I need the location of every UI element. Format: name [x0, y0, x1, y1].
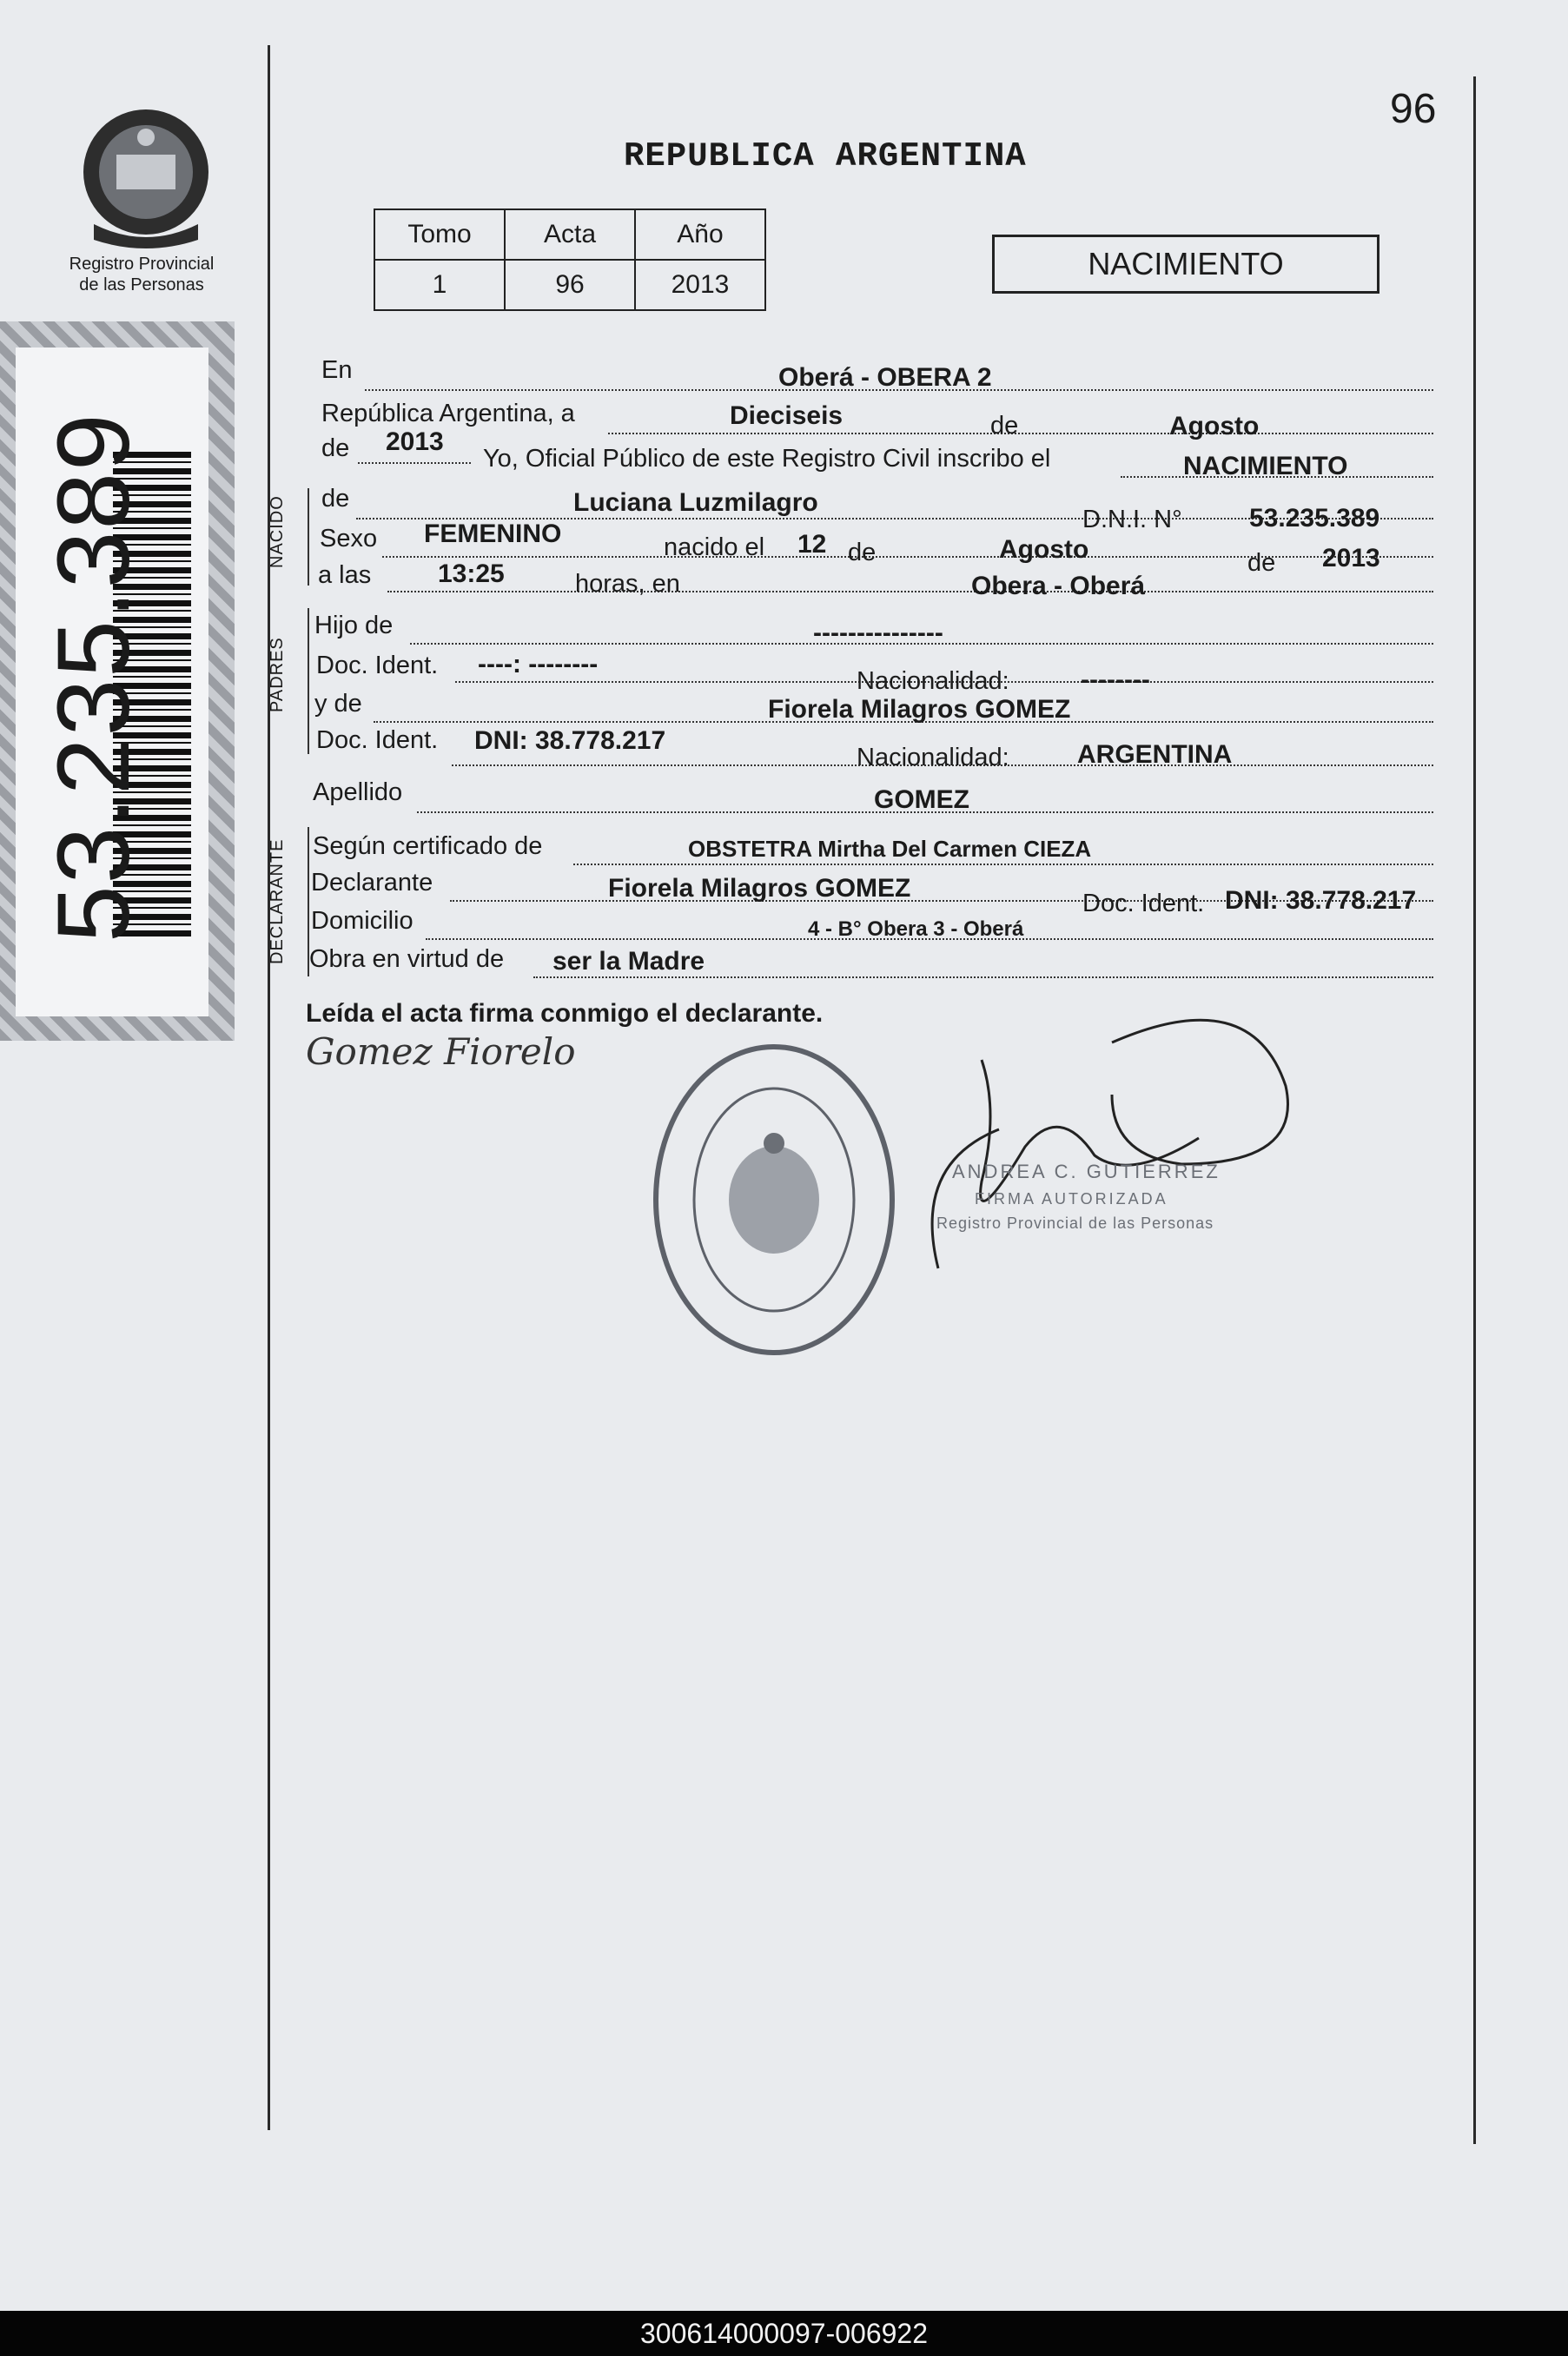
- dni-label: D.N.I. N°: [1082, 506, 1182, 533]
- section-label-declarante: DECLARANTE: [268, 838, 287, 964]
- province-seal: [76, 103, 215, 255]
- tomo-acta-table: [374, 208, 766, 311]
- dotted-line: [573, 864, 1433, 865]
- birth-place: Obera - Oberá: [971, 572, 1146, 600]
- declarante-label: Declarante: [311, 869, 433, 897]
- horas-label: horas, en: [575, 570, 680, 598]
- de-label: de: [321, 485, 350, 513]
- footer-code: 300614000097-006922: [0, 2311, 1568, 2356]
- de-label: de: [321, 434, 350, 462]
- father-nationality: --------: [1081, 665, 1150, 694]
- republica-label: República Argentina, a: [321, 400, 575, 427]
- table-value-acta: 96: [505, 260, 635, 310]
- declarant-doc: DNI: 38.778.217: [1225, 886, 1417, 915]
- official-org: Registro Provincial de las Personas: [936, 1214, 1214, 1232]
- place: Oberá - OBERA 2: [778, 363, 992, 392]
- lower-blank-area: [269, 1390, 1473, 2128]
- nacionalidad-label: Nacionalidad:: [857, 667, 1009, 695]
- birth-day: 12: [797, 530, 827, 559]
- mother-doc: DNI: 38.778.217: [474, 726, 666, 755]
- de-label: de: [848, 539, 877, 566]
- father-name: ---------------: [813, 619, 943, 647]
- child-dni: 53.235.389: [1249, 504, 1380, 533]
- yde-label: y de: [314, 690, 362, 718]
- birth-time: 13:25: [438, 559, 505, 588]
- dotted-line: [358, 462, 471, 464]
- section-label-padres: PADRES: [268, 637, 287, 712]
- official-stamp: [648, 1039, 900, 1365]
- section-divider: [308, 488, 309, 586]
- table-header-acta: Acta: [505, 209, 635, 260]
- table-header-ano: Año: [635, 209, 765, 260]
- doc-label: Doc. Ident.: [316, 726, 439, 754]
- certifier: OBSTETRA Mirtha Del Carmen CIEZA: [688, 836, 1092, 862]
- nacido-label: nacido el: [664, 533, 765, 561]
- obra-label: Obra en virtud de: [309, 945, 505, 973]
- child-sex: FEMENINO: [424, 520, 562, 548]
- table-header-tomo: Tomo: [374, 209, 505, 260]
- act-type-box: NACIMIENTO: [992, 235, 1379, 294]
- page-number: 96: [1390, 86, 1437, 132]
- sexo-label: Sexo: [320, 525, 378, 553]
- cert-label: Según certificado de: [313, 832, 543, 860]
- closing-statement: Leída el acta firma conmigo el declarante.: [306, 999, 824, 1028]
- father-doc: ----: --------: [478, 650, 599, 678]
- oficial-text: Yo, Oficial Público de este Registro Civil inscribo el: [483, 445, 1051, 473]
- doc-label: Doc. Ident.: [1082, 890, 1205, 917]
- dotted-line: [387, 591, 1433, 592]
- barcode-number: 53.235.389: [36, 412, 151, 943]
- de-label: de: [990, 412, 1019, 440]
- apellido-label: Apellido: [313, 778, 403, 806]
- birth-month: Agosto: [999, 535, 1089, 564]
- registry-name: Registro Provincial de las Personas: [69, 255, 215, 294]
- official-signature: [921, 1008, 1303, 1307]
- child-name: Luciana Luzmilagro: [573, 488, 818, 517]
- address: 4 - B° Obera 3 - Oberá: [808, 917, 1024, 941]
- nacionalidad-label: Nacionalidad:: [857, 744, 1009, 771]
- mother-nationality: ARGENTINA: [1077, 740, 1233, 769]
- section-divider: [308, 608, 309, 754]
- section-label-nacido: NACIDO: [268, 495, 287, 568]
- domicilio-label: Domicilio: [311, 907, 414, 935]
- document-title: REPUBLICA ARGENTINA: [624, 137, 1027, 175]
- dotted-line: [608, 433, 1433, 434]
- table-value-tomo: 1: [374, 260, 505, 310]
- surname: GOMEZ: [874, 785, 969, 814]
- hijo-label: Hijo de: [314, 612, 394, 639]
- de-label: de: [1247, 549, 1276, 577]
- day-words: Dieciseis: [730, 401, 844, 430]
- declarant-name: Fiorela Milagros GOMEZ: [608, 874, 911, 903]
- declarant-signature: Gomez Fiorelo: [306, 1030, 576, 1073]
- act-text: NACIMIENTO: [1183, 452, 1348, 480]
- table-value-ano: 2013: [635, 260, 765, 310]
- dotted-line: [382, 556, 1433, 558]
- mother-name: Fiorela Milagros GOMEZ: [768, 695, 1071, 724]
- dotted-line: [533, 976, 1433, 978]
- official-name: ANDREA C. GUTIERREZ: [952, 1161, 1221, 1182]
- birth-year: 2013: [1322, 544, 1380, 572]
- doc-label: Doc. Ident.: [316, 652, 439, 679]
- en-label: En: [321, 356, 353, 384]
- month: Agosto: [1169, 412, 1260, 440]
- year: 2013: [386, 427, 444, 456]
- right-margin-line: [1473, 76, 1476, 2144]
- alas-label: a las: [318, 561, 372, 589]
- obra-reason: ser la Madre: [552, 947, 705, 976]
- official-role: FIRMA AUTORIZADA: [975, 1190, 1168, 1208]
